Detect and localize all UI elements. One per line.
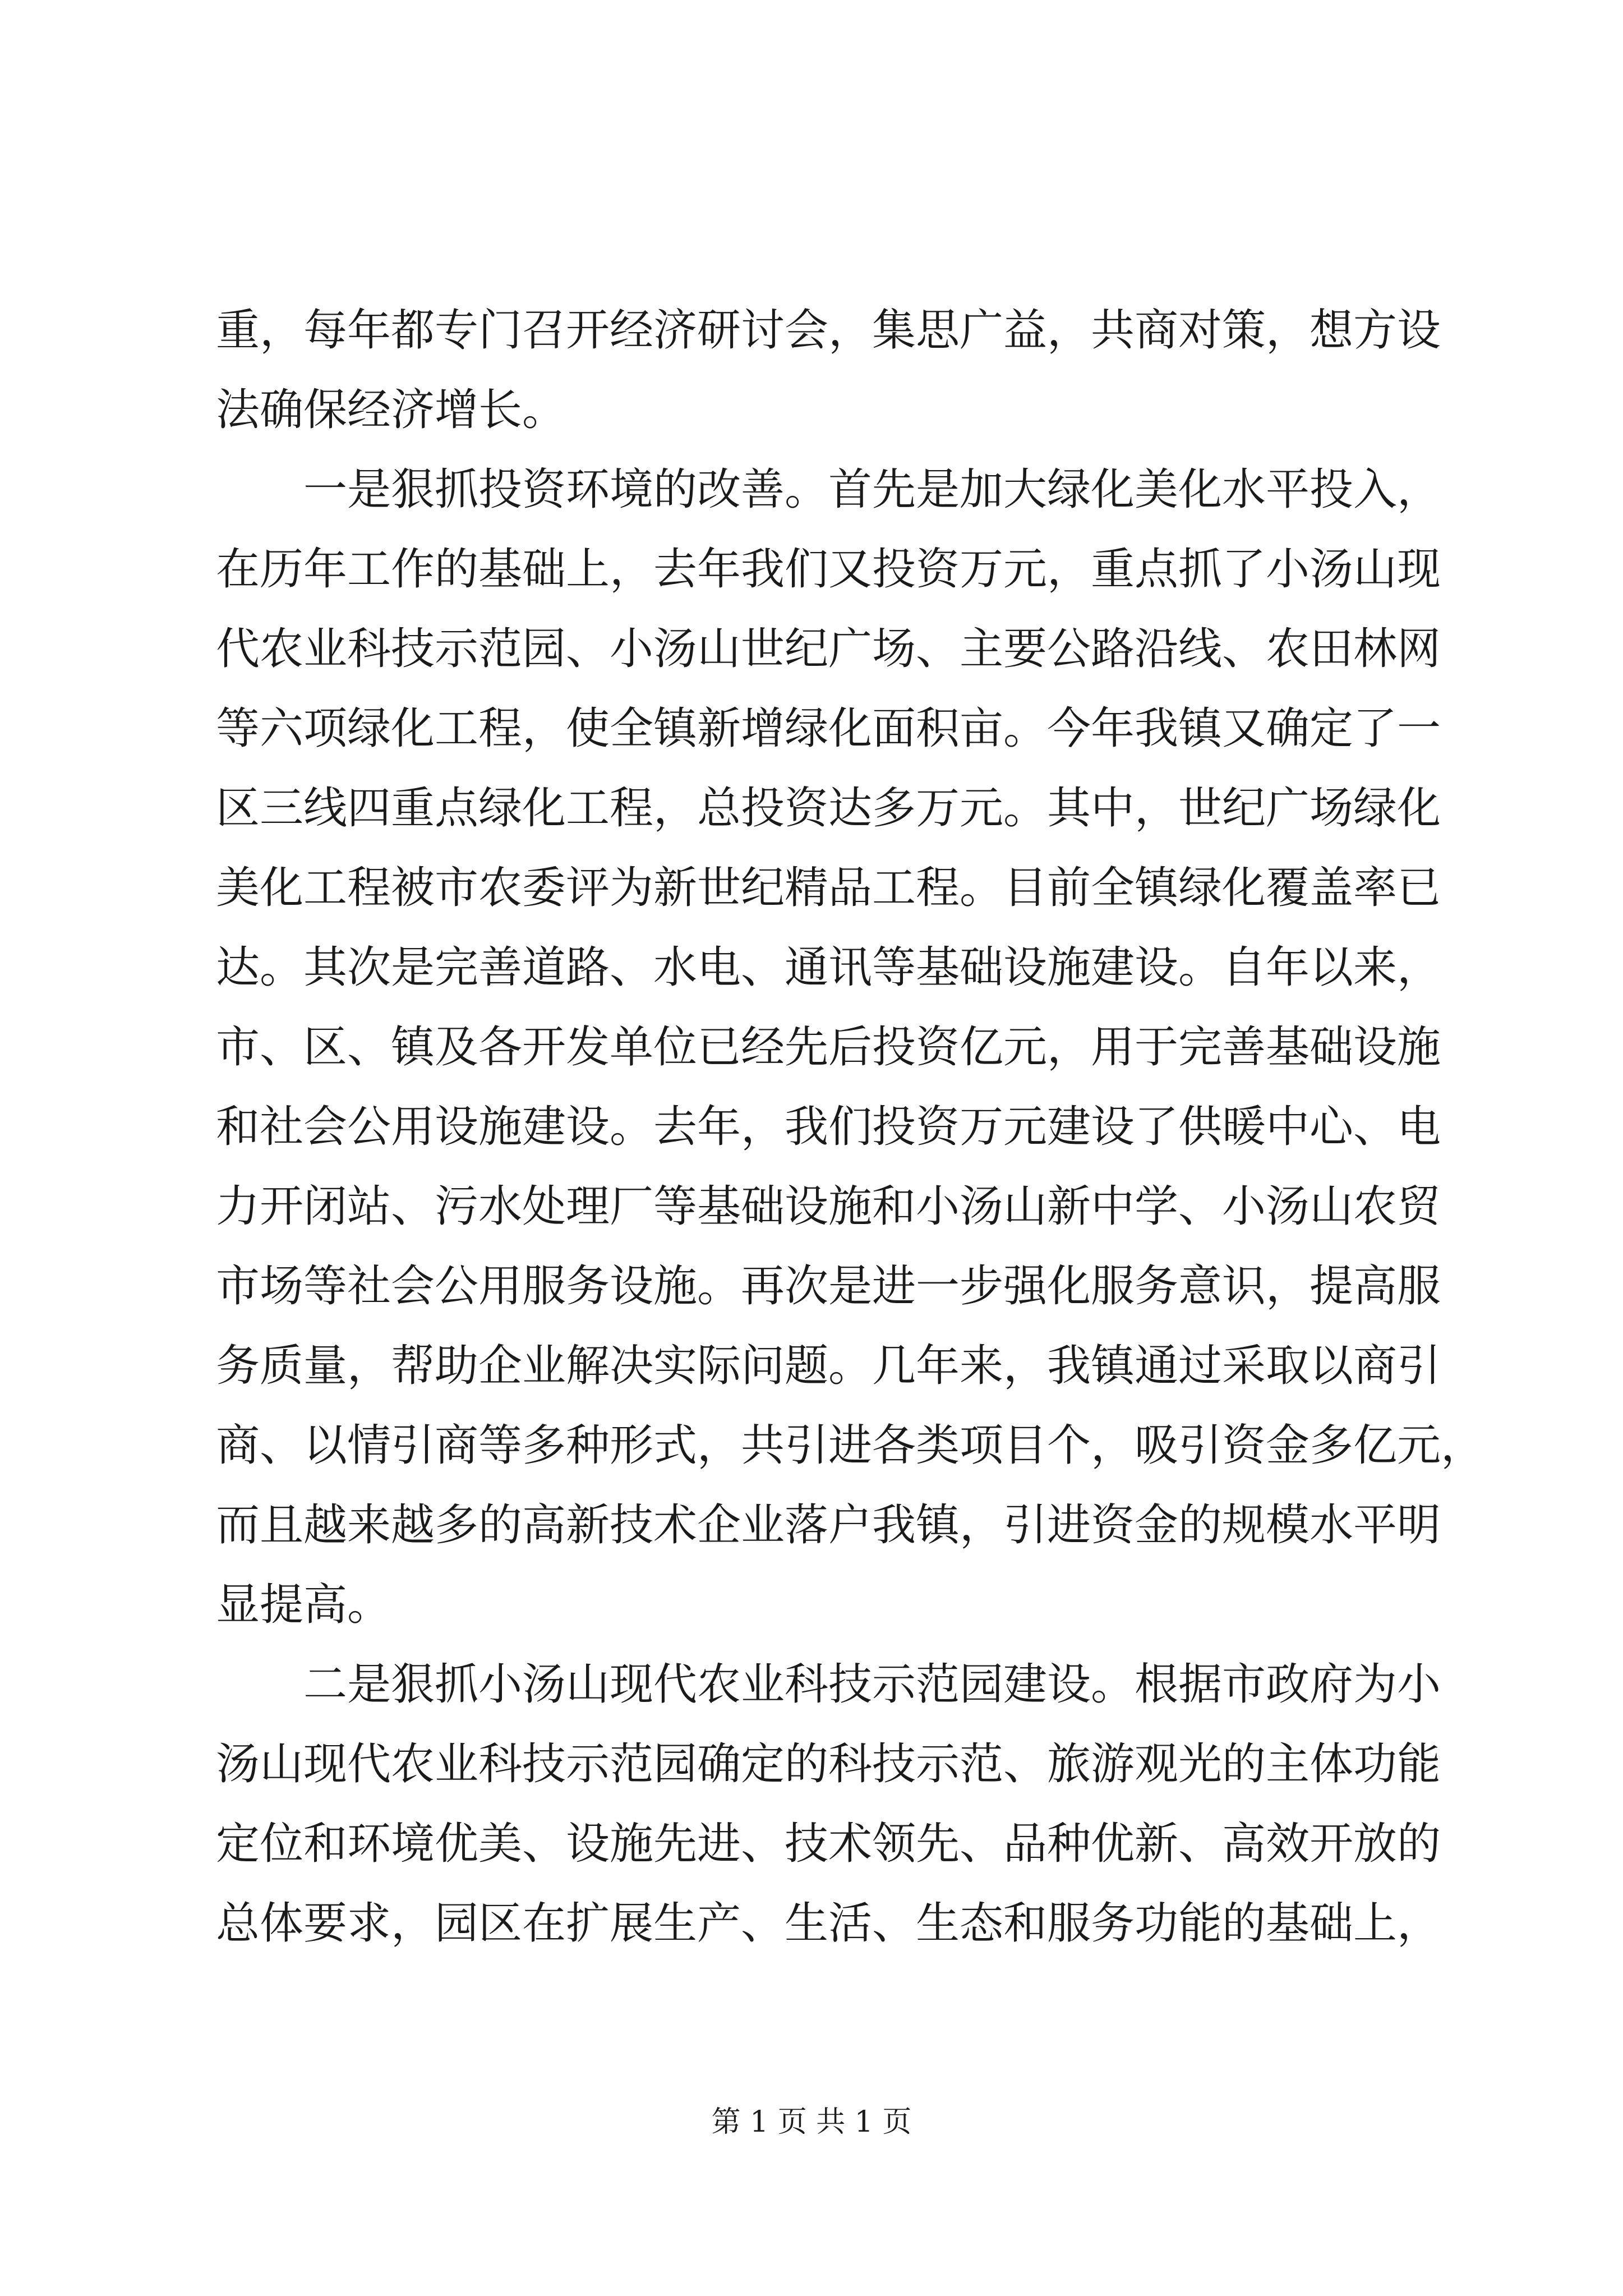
- text-line: 和社会公用设施建设。去年，我们投资万元建设了供暖中心、电: [216, 1102, 1441, 1152]
- paragraph: [216, 1645, 1441, 1963]
- text-line: 区三线四重点绿化工程，总投资达多万元。其中，世纪广场绿化: [216, 783, 1441, 834]
- text-line: 显提高。: [216, 1580, 391, 1630]
- text-line: 达。其次是完善道路、水电、通讯等基础设施建设。自年以来，: [216, 942, 1441, 993]
- text-line: 市、区、镇及各开发单位已经先后投资亿元，用于完善基础设施: [216, 1022, 1441, 1073]
- text-line: 而且越来越多的高新技术企业落户我镇，引进资金的规模水平明: [216, 1500, 1441, 1550]
- text-line: 美化工程被市农委评为新世纪精品工程。目前全镇绿化覆盖率已: [216, 863, 1441, 913]
- text-line: 一是狠抓投资环境的改善。首先是加大绿化美化水平投入，: [303, 464, 1441, 515]
- text-line: 总体要求，园区在扩展生产、生活、生态和服务功能的基础上，: [216, 1898, 1441, 1949]
- text-line: 代农业科技示范园、小汤山世纪广场、主要公路沿线、农田林网: [216, 624, 1441, 674]
- text-line: 商、以情引商等多种形式，共引进各类项目个，吸引资金多亿元，: [216, 1420, 1485, 1471]
- text-line: 汤山现代农业科技示范园确定的科技示范、旅游观光的主体功能: [216, 1739, 1441, 1789]
- paragraph: [216, 450, 1485, 1645]
- page-footer: 第 1 页 共 1 页: [711, 2105, 912, 2139]
- text-line: 二是狠抓小汤山现代农业科技示范园建设。根据市政府为小: [303, 1659, 1441, 1710]
- text-line: 法确保经济增长。: [216, 385, 566, 435]
- paragraph: [216, 291, 1441, 450]
- text-line: 力开闭站、污水处理厂等基础设施和小汤山新中学、小汤山农贸: [216, 1181, 1441, 1232]
- text-line: 市场等社会公用服务设施。再次是进一步强化服务意识，提高服: [216, 1261, 1441, 1312]
- text-line: 定位和环境优美、设施先进、技术领先、品种优新、高效开放的: [216, 1819, 1441, 1869]
- body-text: [216, 291, 1485, 1963]
- text-line: 在历年工作的基础上，去年我们又投资万元，重点抓了小汤山现: [216, 544, 1441, 595]
- text-line: 等六项绿化工程，使全镇新增绿化面积亩。今年我镇又确定了一: [216, 703, 1441, 754]
- text-line: 重，每年都专门召开经济研讨会，集思广益，共商对策，想方设: [216, 305, 1441, 356]
- text-line: 务质量，帮助企业解决实际问题。几年来，我镇通过采取以商引: [216, 1341, 1441, 1391]
